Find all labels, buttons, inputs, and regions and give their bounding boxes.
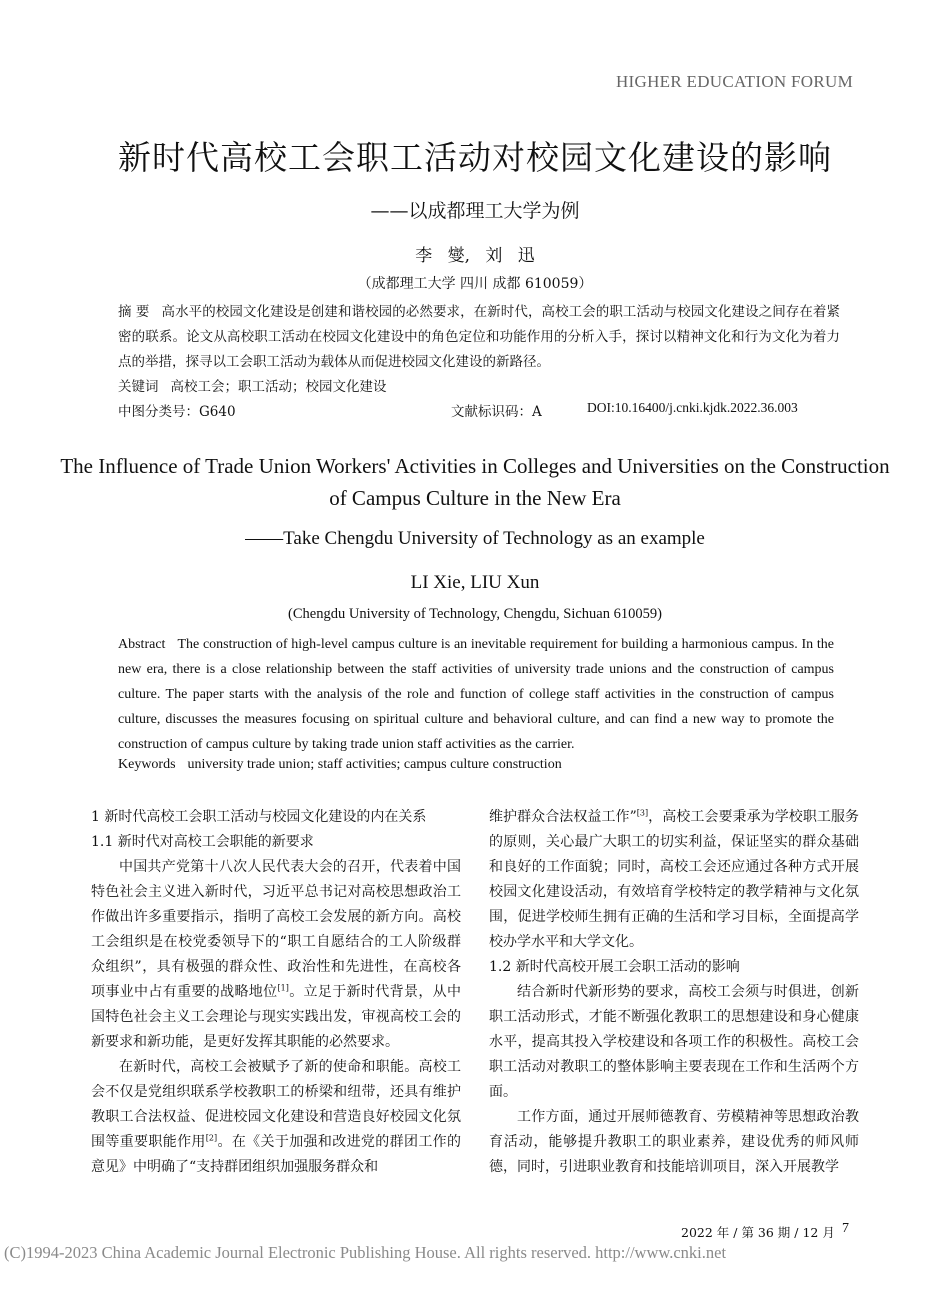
abstract-text-chinese: 高水平的校园文化建设是创建和谐校园的必然要求，在新时代，高校工会的职工活动与校园文化建设之间存在着紧密的联系。论文从高校职工活动在校园文化建设中的角色定位和功能作用的分析入手，探讨以精神文化和行为文化为着力点的举措，探寻以工会职工活动为载体从而促进校园文化建设的新路径。 — [118, 304, 841, 370]
paragraph: 工作方面，通过开展师德教育、劳模精神等思想政治教育活动，能够提升教职工的职业素养，建设优秀的师风师德，同时，引进职业教育和技能培训项目，深入开展教学 — [489, 1109, 859, 1175]
abstract-label-chinese: 摘 要 — [118, 304, 150, 320]
keywords-chinese — [118, 375, 387, 395]
affiliation-english: (Chengdu University of Technology, Chengdu, Sichuan 610059) — [288, 606, 662, 622]
page-number: 7 — [842, 1221, 849, 1236]
subtitle-chinese: ——以成都理工大学为例 — [370, 200, 580, 222]
keywords-text-english: university trade union; staff activities; campus culture construction — [187, 757, 562, 772]
citation: [3] — [636, 808, 649, 818]
title-english: The Influence of Trade Union Workers' Activities in Colleges and Universities on the Construction of Campus Culture in the New Era — [60, 454, 890, 510]
body-column-left — [91, 805, 461, 1180]
doi: DOI:10.16400/j.cnki.kjdk.2022.36.003 — [587, 400, 798, 415]
document-code: 文献标识码：A — [451, 404, 542, 420]
body-column-right — [489, 805, 859, 1180]
paragraph: 维护群众合法权益工作”[3]，高校工会要秉承为学校职工服务的原则，关心最广大职工的切实利益，保证坚实的群众基础和良好的工作面貌；同时，高校工会还应通过各种方式开展校园文化建设活动，有效培育学校特定的教学精神与文化氛围，促进学校师生拥有正确的生活和学习目标，全面提高学校办学水平和大学文化。 — [489, 808, 859, 950]
subtitle-english: ——Take Chengdu University of Technology as an example — [245, 528, 705, 549]
keywords-english — [118, 757, 562, 773]
keywords-label-chinese: 关键词 — [118, 379, 159, 395]
citation: [2] — [205, 1133, 218, 1143]
issue-info: 2022 年 / 第 36 期 / 12 月 — [681, 1225, 835, 1240]
paragraph: 在新时代，高校工会被赋予了新的使命和职能。高校工会不仅是党组织联系学校教职工的桥梁和纽带，还具有维护教职工合法权益、促进校园文化建设和营造良好校园文化氛围等重要职能作用[2]。在《关于加强和改进党的群团工作的意见》中明确了“支持群团组织加强服务群众和 — [91, 1059, 462, 1175]
classification-number: 中图分类号：G640 — [118, 404, 236, 420]
paragraph: 中国共产党第十八次人民代表大会的召开，代表着中国特色社会主义进入新时代，习近平总书记对高校思想政治工作做出许多重要指示，指明了高校工会发展的新方向。高校工会组织是在校党委领导下的“职工自愿结合的工人阶级群众组织”，具有极强的群众性、政治性和先进性，在高校各项事业中占有重要的战略地位[1]。立足于新时代背景，从中国特色社会主义工会理论与现实实践出发，审视高校工会的新要求和新功能，是更好发挥其职能的必然要求。 — [91, 859, 462, 1050]
section-heading-1-2: 1.2 新时代高校开展工会职工活动的影响 — [489, 959, 740, 975]
copyright-watermark: (C)1994-2023 China Academic Journal Electronic Publishing House. All rights reserved. http://www.cnki.net — [4, 1243, 727, 1262]
paragraph: 结合新时代新形势的要求，高校工会须与时俱进，创新职工活动形式，才能不断强化教职工的思想建设和身心健康水平，提高其投入学校建设和各项工作的积极性。高校工会职工活动对教职工的整体影响主要表现在工作和生活两个方面。 — [489, 984, 859, 1100]
keywords-text-chinese: 高校工会；职工活动；校园文化建设 — [170, 379, 387, 395]
keywords-label-english: Keywords — [118, 757, 176, 772]
section-heading-1-1: 1.1 新时代对高校工会职能的新要求 — [91, 834, 314, 850]
authors-chinese: 李 燮, 刘 迅 — [415, 246, 535, 266]
abstract-chinese — [118, 300, 840, 375]
abstract-text-english: The construction of high-level campus culture is an inevitable requirement for building a harmonious campus. In the new era, there is a close relationship between the staff activities of university trade unions and the construction of campus culture. The paper starts with the analysis of the role and function of college staff activities in the construction of campus culture, discusses the measures focusing on spiritual culture and behavioral culture, and can find a new way to promote the construction of campus culture by taking trade union staff activities as the carrier. — [118, 637, 834, 752]
citation: [1] — [277, 983, 289, 993]
journal-name: HIGHER EDUCATION FORUM — [615, 72, 853, 91]
affiliation-chinese: （成都理工大学 四川 成都 610059） — [357, 276, 593, 292]
authors-english: LI Xie, LIU Xun — [410, 572, 540, 593]
abstract-label-english: Abstract — [118, 637, 166, 652]
title-chinese: 新时代高校工会职工活动对校园文化建设的影响 — [118, 138, 832, 177]
abstract-english — [118, 632, 834, 757]
section-heading-1: 1 新时代高校工会职工活动与校园文化建设的内在关系 — [91, 809, 427, 825]
